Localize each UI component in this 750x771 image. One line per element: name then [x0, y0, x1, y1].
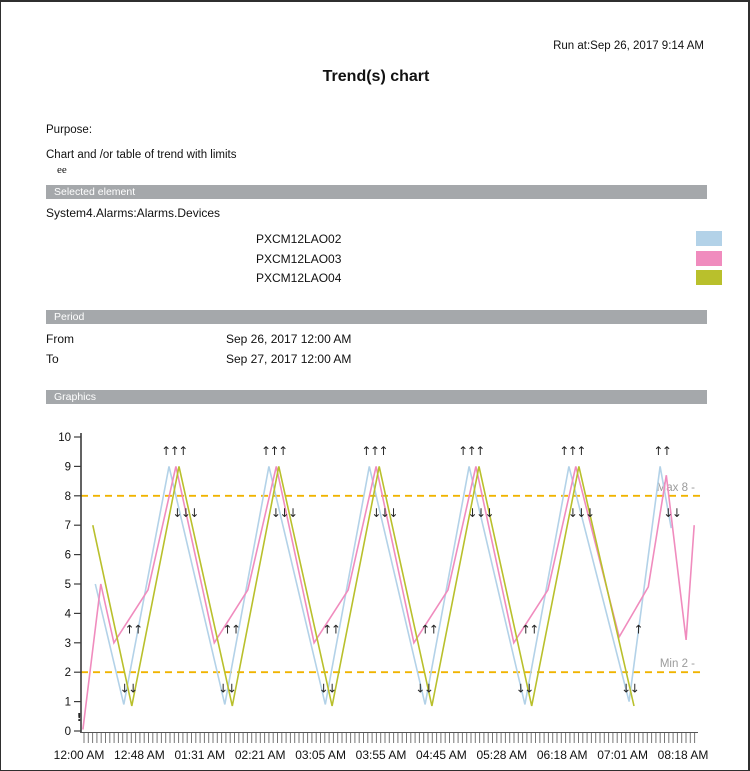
- legend-item: [1, 231, 750, 247]
- svg-text:8: 8: [64, 490, 71, 503]
- trend-arrow-annotation: ↓↓↓: [172, 505, 198, 520]
- alarm-exclamation-annotation: !: [76, 710, 81, 724]
- x-axis-label: 05:28 AM: [476, 748, 528, 762]
- trend-arrow-annotation: ↓↓↓: [567, 505, 594, 520]
- trend-arrow-annotation: ↓↓: [621, 681, 639, 696]
- trend-arrow-annotation: ↑↑: [124, 622, 142, 637]
- x-axis-label: 03:55 AM: [355, 748, 407, 762]
- x-axis-label: 02:21 AM: [234, 748, 286, 762]
- svg-text:Min 2 -: Min 2 -: [659, 658, 695, 671]
- svg-text:7: 7: [64, 520, 71, 533]
- run-at-timestamp: Run at:Sep 26, 2017 9:14 AM: [553, 40, 704, 52]
- period-to-label: To: [46, 352, 59, 366]
- legend-color-swatch: [696, 251, 722, 266]
- page-title: Trend(s) chart: [322, 68, 430, 85]
- period-to-value: Sep 27, 2017 12:00 AM: [226, 352, 352, 366]
- svg-text:10: 10: [58, 432, 71, 444]
- trend-arrow-annotation: ↑↑: [653, 444, 671, 459]
- trend-arrow-annotation: ↑↑↑: [260, 444, 287, 459]
- svg-text:1: 1: [64, 696, 71, 709]
- trend-arrow-annotation: ↑↑: [420, 622, 438, 637]
- x-axis-label: 03:05 AM: [295, 748, 346, 762]
- section-header-graphics: Graphics: [46, 390, 707, 404]
- x-axis-label: 12:00 AM: [53, 748, 105, 762]
- x-axis-label: 12:48 AM: [114, 748, 165, 762]
- purpose-label: Purpose:: [46, 124, 93, 136]
- trend-arrow-annotation: ↑↑: [222, 622, 240, 637]
- legend-label: PXCM12LAO03: [256, 252, 342, 266]
- trend-arrow-annotation: ↓↓↓: [371, 505, 398, 520]
- purpose-description: Chart and /or table of trend with limits: [46, 149, 237, 161]
- trend-arrow-annotation: ↓↓: [318, 681, 336, 696]
- trend-arrow-annotation: ↑↑: [322, 622, 340, 637]
- x-axis-label: 07:01 AM: [597, 748, 648, 762]
- section-header-period: Period: [46, 310, 707, 324]
- legend-item: [1, 270, 750, 286]
- svg-text:9: 9: [64, 461, 71, 474]
- legend-color-swatch: [696, 231, 722, 246]
- legend-label: PXCM12LAO04: [256, 271, 342, 285]
- svg-text:2: 2: [64, 667, 71, 680]
- period-from-value: Sep 26, 2017 12:00 AM: [226, 332, 352, 346]
- svg-text:5: 5: [64, 579, 71, 591]
- trend-arrow-annotation: ↓↓: [515, 681, 533, 696]
- trend-arrow-annotation: ↓↓↓: [467, 505, 494, 520]
- trend-arrow-annotation: ↑↑↑: [361, 444, 388, 459]
- svg-text:0: 0: [64, 726, 71, 738]
- trend-arrow-annotation: ↓↓: [218, 681, 236, 696]
- legend-color-swatch: [696, 270, 722, 285]
- trend-arrow-annotation: ↑: [633, 622, 643, 637]
- legend-label: PXCM12LAO02: [256, 232, 342, 246]
- x-axis-label: 06:18 AM: [536, 748, 588, 762]
- trend-arrow-annotation: ↑↑↑: [161, 444, 187, 459]
- period-from-label: From: [46, 332, 74, 346]
- legend-item: [1, 251, 750, 267]
- svg-text:4: 4: [64, 608, 71, 621]
- x-axis-label: 08:18 AM: [657, 748, 709, 762]
- trend-arrow-annotation: ↑↑: [520, 622, 538, 637]
- x-axis-label: 04:45 AM: [416, 748, 467, 762]
- trend-arrow-annotation: ↓↓: [119, 681, 137, 696]
- trend-arrow-annotation: ↓↓: [663, 505, 681, 520]
- trend-arrow-annotation: ↑↑↑: [458, 444, 484, 459]
- trend-arrow-annotation: ↓↓: [415, 681, 433, 696]
- trend-arrow-annotation: ↓↓↓: [270, 505, 297, 520]
- selected-element-path: System4.Alarms:Alarms.Devices: [46, 206, 221, 220]
- svg-text:3: 3: [64, 637, 71, 650]
- trend-arrow-annotation: ↑↑↑: [559, 444, 585, 459]
- svg-text:Max 8 -: Max 8 -: [656, 481, 695, 494]
- section-header-selected-element: Selected element: [46, 185, 707, 199]
- svg-text:6: 6: [64, 549, 71, 562]
- purpose-note: ee: [57, 164, 67, 176]
- trend-line-chart: [1, 412, 750, 770]
- x-axis-label: 01:31 AM: [174, 748, 226, 762]
